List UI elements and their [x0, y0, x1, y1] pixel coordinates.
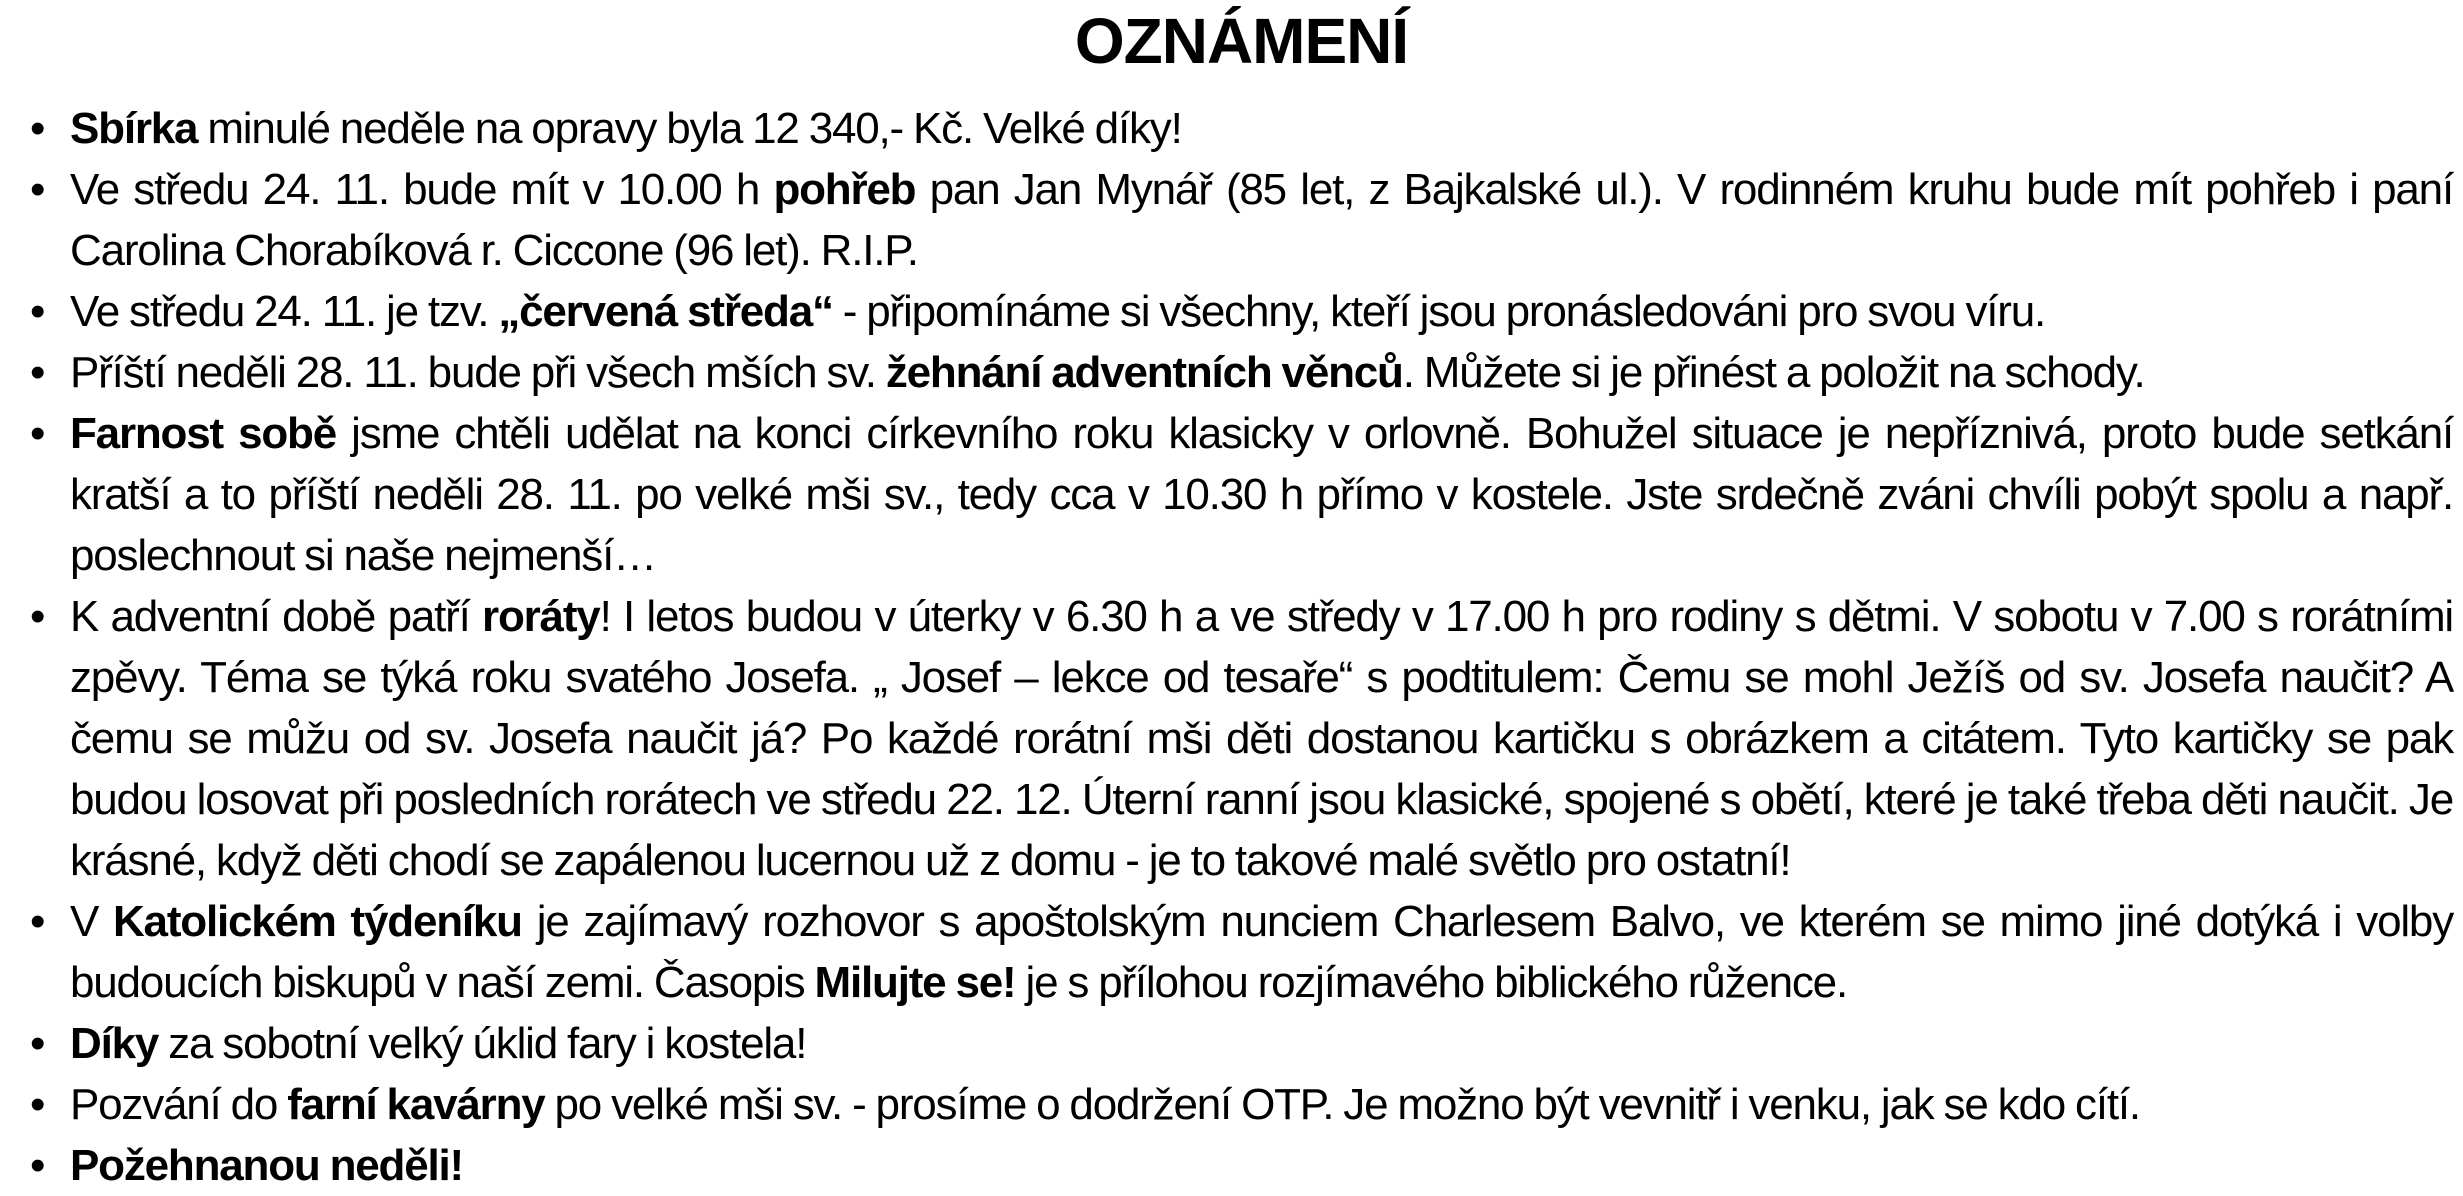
announcement-text: . Můžete si je přinést a položit na schody.	[1402, 348, 2145, 398]
announcement-item	[30, 1074, 2453, 1135]
announcement-bold-text: Farnost sobě	[70, 409, 336, 459]
page-title: OZNÁMENÍ	[1074, 5, 1409, 77]
announcement-item	[30, 1013, 2453, 1074]
announcement-bold-text: pohřeb	[773, 165, 916, 215]
announcement-text: Příští neděli 28. 11. bude při všech mších sv.	[70, 348, 886, 398]
announcement-text: za sobotní velký úklid fary i kostela!	[158, 1019, 807, 1069]
announcement-bold-text: Díky	[70, 1019, 159, 1069]
announcement-item	[30, 281, 2453, 342]
announcement-text: minulé neděle na opravy byla 12 340,- Kč. Velké díky!	[197, 104, 1182, 154]
announcement-text: je s přílohou rozjímavého biblického růžence.	[1015, 958, 1847, 1008]
announcement-item	[30, 342, 2453, 403]
announcement-bold-text: Požehnanou neděli!	[70, 1141, 463, 1191]
announcement-item	[30, 159, 2453, 281]
announcement-bold-text: „červená středa“	[498, 287, 833, 337]
announcement-text: Ve středu 24. 11. je tzv.	[70, 287, 499, 337]
announcement-item	[30, 403, 2453, 586]
announcement-text: Ve středu 24. 11. bude mít v 10.00 h	[70, 165, 774, 215]
announcement-text: V	[70, 897, 113, 947]
announcement-text: Pozvání do	[70, 1080, 288, 1130]
announcement-bold-text: žehnání adventních věnců	[885, 348, 1403, 398]
announcement-item	[30, 98, 2453, 159]
announcement-text: K adventní době patří	[70, 592, 483, 642]
announcement-text: - připomínáme si všechny, kteří jsou pronásledováni pro svou víru.	[832, 287, 2046, 337]
announcement-text: ! I letos budou v úterky v 6.30 h a ve středy v 17.00 h pro rodiny s dětmi. V sobotu v 7.00 s rorátními zpěvy. Téma se týká roku svatého Josefa. „ Josef – lekce od tesaře“ s podtitulem: Čemu se mohl Ježíš od sv. Josefa naučit? A čemu se můžu od sv. Josefa naučit já? Po každé rorátní mši děti dostanou kartičku s obrázkem a citátem. Tyto kartičky se pak budou losovat při posledních rorátech ve středu 22. 12. Úterní ranní jsou klasické, spojené s obětí, které je také třeba děti naučit. Je krásné, když děti chodí se zapálenou lucernou už z domu - je to takové malé světlo pro ostatní!	[70, 592, 2453, 886]
announcement-text: jsme chtěli udělat na konci církevního roku klasicky v orlovně. Bohužel situace je nepříznivá, proto bude setkání kratší a to příští neděli 28. 11. po velké mši sv., tedy cca v 10.30 h přímo v kostele. Jste srdečně zváni chvíli pobýt spolu a např. poslechnout si naše nejmenší…	[70, 409, 2453, 581]
announcement-bold-text: Katolickém týdeníku	[112, 897, 522, 947]
announcement-bold-text: farní kavárny	[287, 1080, 545, 1130]
announcement-bold-text: Milujte se!	[814, 958, 1016, 1008]
announcement-item	[30, 586, 2453, 891]
announcement-bold-text: Sbírka	[70, 104, 198, 154]
announcement-list	[30, 98, 2453, 1196]
announcement-bold-text: roráty	[482, 592, 600, 642]
announcement-text: je zajímavý rozhovor s apoštolským nunciem Charlesem Balvo, ve kterém se mimo jiné dotýká i volby budoucích biskupů v naší zemi. Časopis	[70, 897, 2453, 1008]
announcement-item	[30, 891, 2453, 1013]
announcement-text: po velké mši sv. - prosíme o dodržení OTP. Je možno být vevnitř i venku, jak se kdo cítí.	[544, 1080, 2140, 1130]
announcement-item	[30, 1135, 2453, 1196]
announcement-text: pan Jan Mynář (85 let, z Bajkalské ul.). V rodinném kruhu bude mít pohřeb i paní Carolina Chorabíková r. Ciccone (96 let). R.I.P.	[70, 165, 2453, 276]
